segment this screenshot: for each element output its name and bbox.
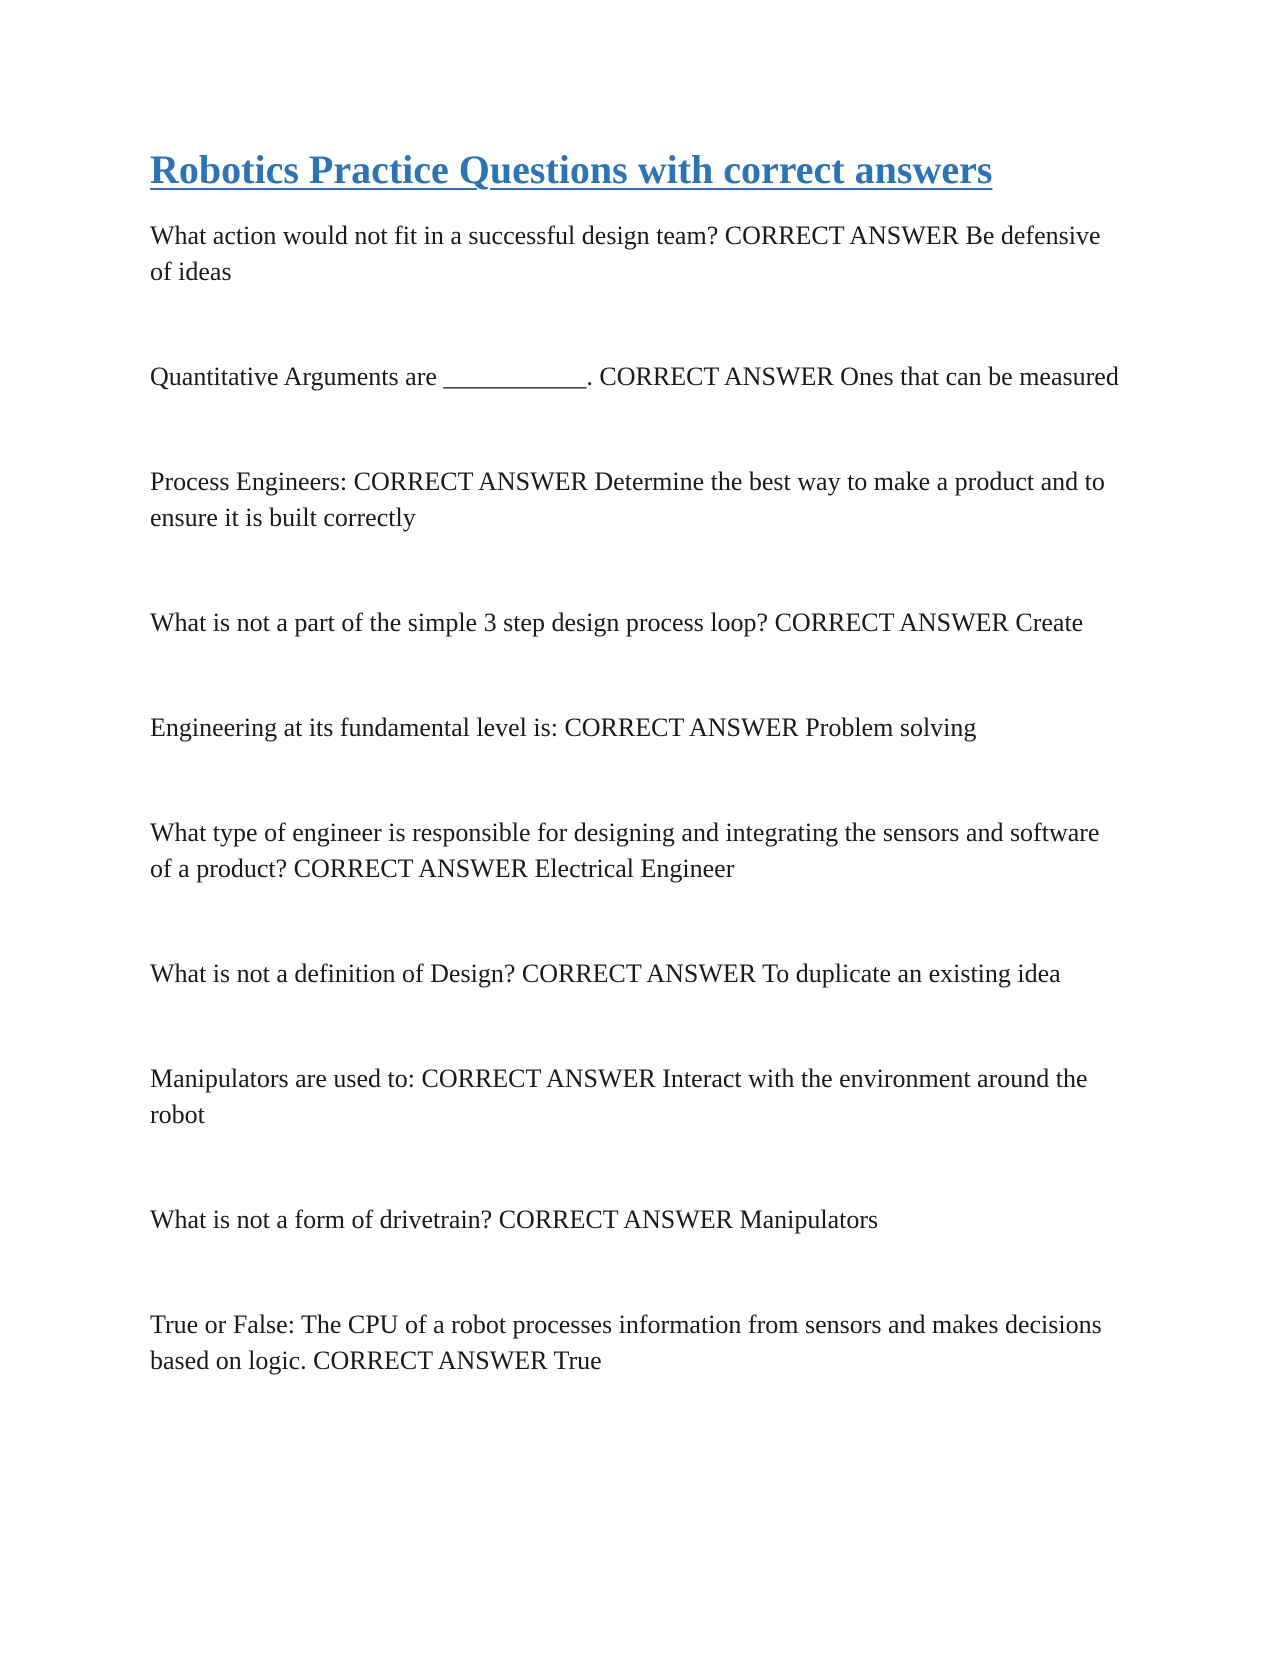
question-answer-10: True or False: The CPU of a robot processes information from sensors and makes decisions based on logic. CORRECT ANSWER True (150, 1310, 1102, 1375)
question-answer-2: Quantitative Arguments are ___________. CORRECT ANSWER Ones that can be measured (150, 362, 1119, 391)
question-list (150, 218, 1125, 1448)
question-answer-4: What is not a part of the simple 3 step design process loop? CORRECT ANSWER Create (150, 608, 1084, 637)
question-answer-8: Manipulators are used to: CORRECT ANSWER Interact with the environment around the robot (150, 1064, 1088, 1129)
question-answer-5: Engineering at its fundamental level is: CORRECT ANSWER Problem solving (150, 713, 977, 742)
question-answer-7: What is not a definition of Design? CORRECT ANSWER To duplicate an existing idea (150, 959, 1061, 988)
question-answer-1: What action would not fit in a successful design team? CORRECT ANSWER Be defensive of ideas (150, 221, 1101, 286)
question-answer-6: What type of engineer is responsible for designing and integrating the sensors and software of a product? CORRECT ANSWER Electrical Engineer (150, 818, 1100, 883)
document-title: Robotics Practice Questions with correct answers (150, 147, 993, 192)
question-answer-3: Process Engineers: CORRECT ANSWER Determine the best way to make a product and to ensure it is built correctly (150, 467, 1105, 532)
question-answer-9: What is not a form of drivetrain? CORRECT ANSWER Manipulators (150, 1205, 879, 1234)
